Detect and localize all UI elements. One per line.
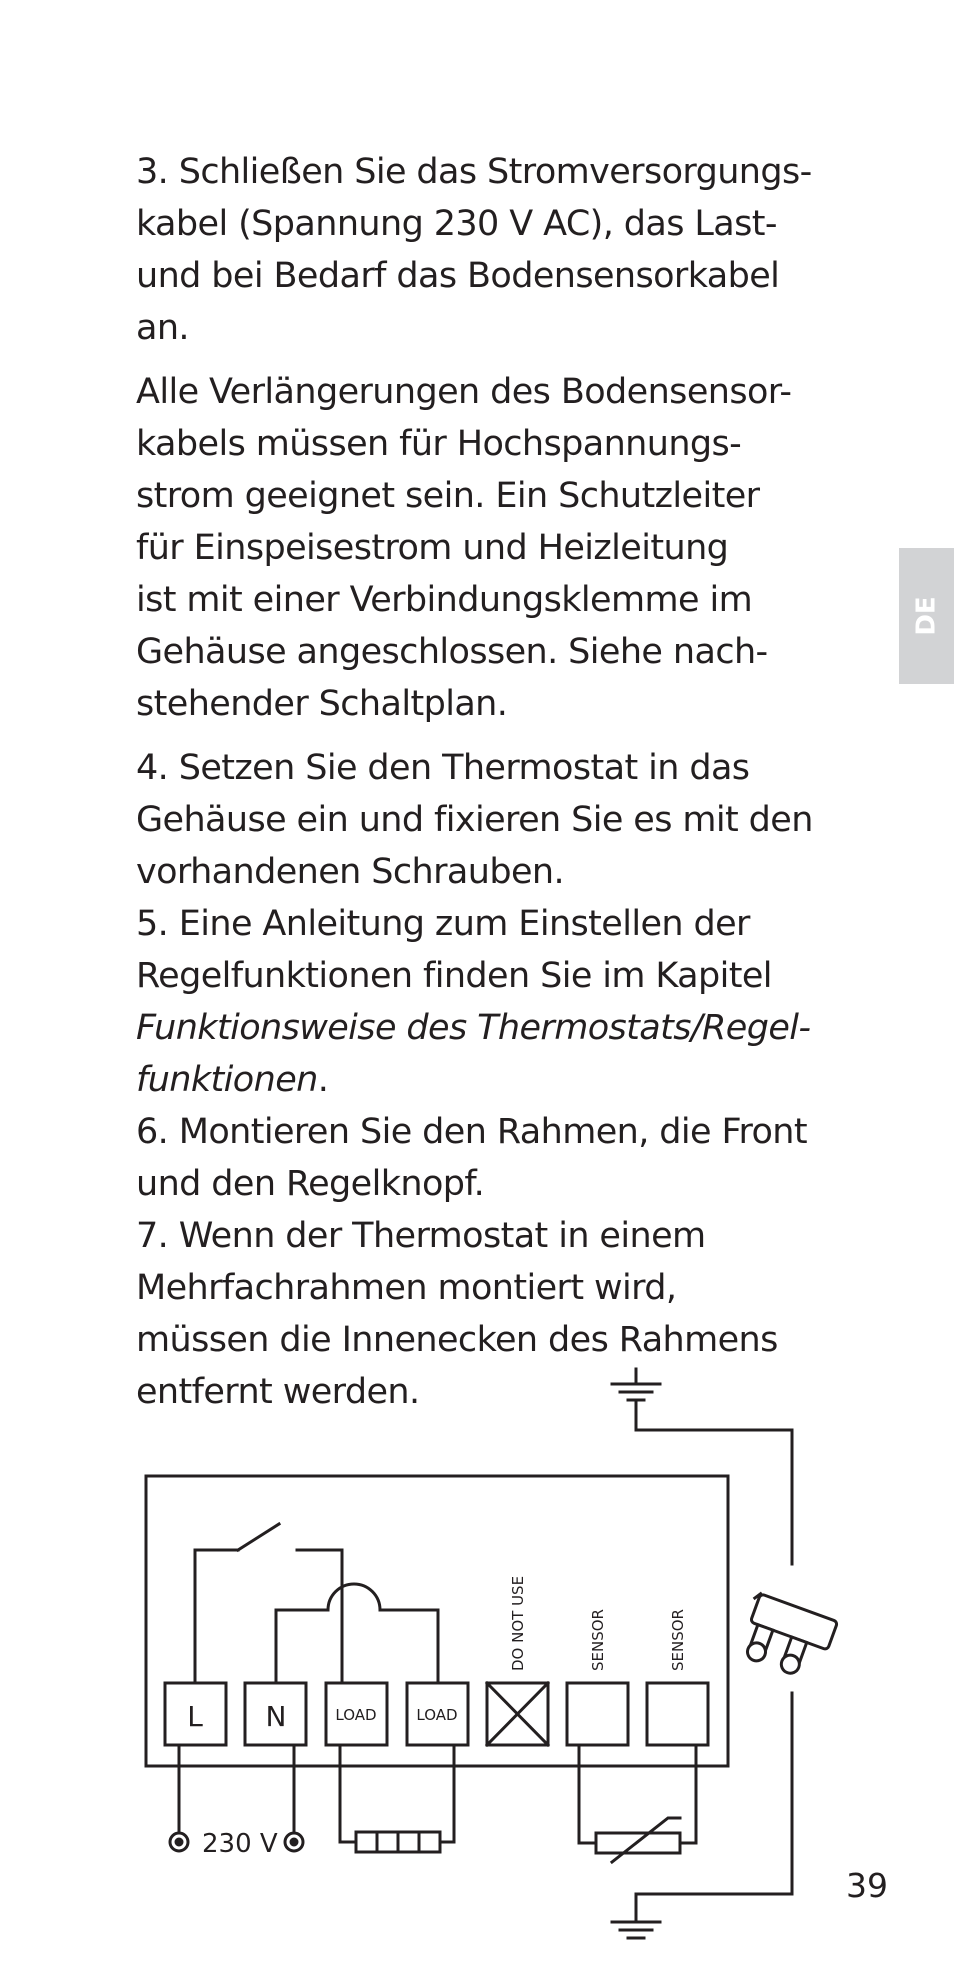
text-line: strom geeignet sein. Ein Schutzleiter	[136, 476, 760, 516]
text-line: und den Regelknopf.	[136, 1164, 485, 1204]
sensor-label: SENSOR	[589, 1609, 607, 1671]
supply-voltage-label: 230 V	[202, 1829, 278, 1859]
terminal-l-label: L	[187, 1700, 203, 1733]
text-line: Regelfunktionen finden Sie im Kapitel	[136, 956, 772, 996]
sensor-probe-icon	[735, 1592, 838, 1682]
text-line: Alle Verlängerungen des Bodensensor-	[136, 372, 792, 412]
neutral-wire	[380, 1610, 438, 1683]
text-line: und bei Bedarf das Bodensensorkabel	[136, 256, 780, 296]
period: .	[317, 1060, 329, 1100]
text-line: kabel (Spannung 230 V AC), das Last-	[136, 204, 777, 244]
terminal-n-label: N	[265, 1700, 287, 1733]
text-line: 7. Wenn der Thermostat in einem	[136, 1216, 706, 1256]
text-line: entfernt werden.	[136, 1372, 420, 1412]
text-line: 5. Eine Anleitung zum Einstellen der	[136, 904, 750, 944]
heating-resistor-icon	[356, 1832, 440, 1852]
chapter-reference: funktionen	[136, 1060, 318, 1100]
text-line: ist mit einer Verbindungsklemme im	[136, 580, 753, 620]
text-line: Gehäuse ein und fixieren Sie es mit den	[136, 800, 813, 840]
language-tab-label: DE	[911, 596, 942, 636]
load-wire	[440, 1745, 454, 1842]
text-line: 6. Montieren Sie den Rahmen, die Front	[136, 1112, 807, 1152]
neutral-wire	[276, 1610, 328, 1683]
wire-crossover	[328, 1584, 380, 1610]
text-line: für Einspeisestrom und Heizleitung	[136, 528, 729, 568]
ground-icon	[612, 1369, 660, 1400]
text-line: kabels müssen für Hochspannungs-	[136, 424, 742, 464]
text-line: Mehrfachrahmen montiert wird,	[136, 1268, 677, 1308]
protective-conductor	[636, 1400, 792, 1564]
terminal-sensor-1	[567, 1683, 628, 1745]
ground-icon	[612, 1922, 660, 1938]
do-not-use-label: DO NOT USE	[509, 1575, 527, 1671]
text-line: müssen die Innenecken des Rahmens	[136, 1320, 778, 1360]
page-number: 39	[846, 1866, 888, 1905]
text-line: an.	[136, 308, 189, 348]
text-line: 4. Setzen Sie den Thermostat in das	[136, 748, 750, 788]
sensor-wire	[680, 1745, 696, 1843]
text-line: stehender Schaltplan.	[136, 684, 508, 724]
chapter-reference: Funktionsweise des Thermostats/Regel-	[136, 1008, 811, 1048]
protective-conductor	[636, 1693, 792, 1920]
text-line: vorhandenen Schrauben.	[136, 852, 565, 892]
terminal-x-icon	[487, 1683, 548, 1745]
text-line: 3. Schließen Sie das Stromversorgungs-	[136, 152, 812, 192]
terminal-load-label: LOAD	[416, 1706, 458, 1724]
switch-icon	[195, 1524, 342, 1683]
terminal-load-label: LOAD	[335, 1706, 377, 1724]
terminal-sensor-2	[647, 1683, 708, 1745]
sensor-wire	[579, 1745, 596, 1843]
load-wire	[340, 1745, 356, 1842]
text-line: Gehäuse angeschlossen. Siehe nach-	[136, 632, 768, 672]
thermistor-icon	[596, 1818, 680, 1862]
sensor-label: SENSOR	[669, 1609, 687, 1671]
